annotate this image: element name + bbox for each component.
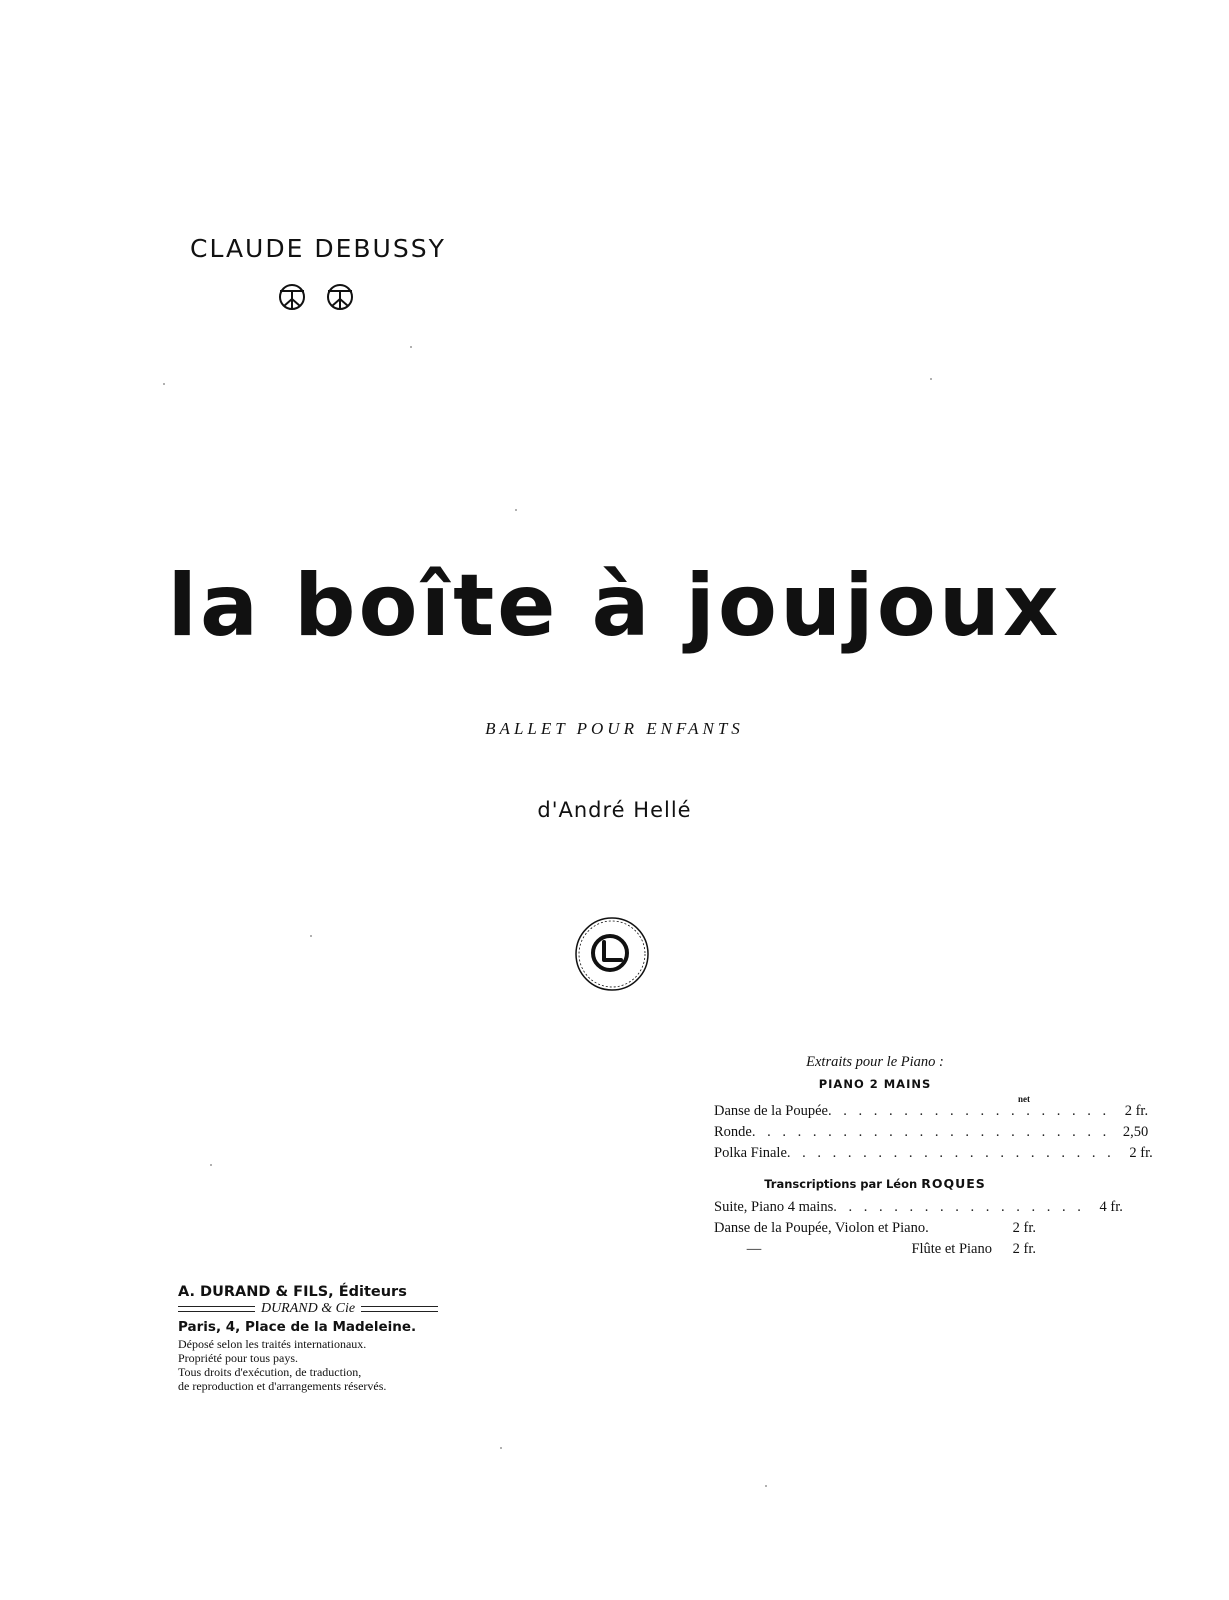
item-title: Suite, Piano 4 mains xyxy=(714,1199,834,1215)
paper-speck xyxy=(930,378,932,380)
publisher-name: A. DURAND & FILS, Éditeurs xyxy=(178,1284,407,1300)
extracts-section-title: PIANO 2 MAINS xyxy=(818,1077,932,1091)
rights-line: Propriété pour tous pays. xyxy=(178,1351,298,1365)
list-item xyxy=(714,1220,1036,1241)
list-item xyxy=(714,1124,1149,1145)
ornament-left-icon xyxy=(280,285,304,309)
paper-speck xyxy=(310,935,312,937)
list-item xyxy=(714,1145,1153,1166)
transcriptions-label: Transcriptions par Léon xyxy=(764,1177,918,1191)
dot-leader: . . . . . . . . . . . . . . . . . xyxy=(833,1199,1085,1215)
paper-speck xyxy=(765,1485,767,1487)
ornament-icons xyxy=(278,277,358,317)
dot-leader: . . . . . . . . . . . . . . . . . . . . . . xyxy=(786,1145,1115,1161)
list-item xyxy=(714,1199,1123,1220)
paper-speck xyxy=(163,383,165,385)
paper-speck xyxy=(500,1447,502,1449)
divider xyxy=(178,1306,255,1312)
author-credit: d'André Hellé xyxy=(537,798,692,822)
publisher-address: Paris, 4, Place de la Madeleine. xyxy=(178,1319,417,1335)
extracts-list xyxy=(714,1054,1153,1262)
list-item xyxy=(714,1103,1149,1124)
item-price: 2 fr. xyxy=(1012,1241,1036,1257)
extracts-heading: Extraits pour le Piano : xyxy=(806,1054,944,1070)
dot-leader: . . . . . . . . . . . . . . . . . . . . . . . . xyxy=(751,1124,1111,1140)
rights-line: Tous droits d'exécution, de traduction, xyxy=(178,1365,362,1379)
work-subtitle: BALLET POUR ENFANTS xyxy=(485,719,744,738)
rights-notice xyxy=(178,1337,438,1393)
net-price-note: net xyxy=(1018,1094,1030,1104)
divider xyxy=(361,1306,438,1312)
ornament-right-icon xyxy=(328,285,352,309)
paper-speck xyxy=(410,346,412,348)
transcriptions-heading xyxy=(714,1176,1036,1191)
dot-leader: . . . . . . . . . . . . . . . . . . . xyxy=(827,1103,1111,1119)
item-price: 2 fr. xyxy=(1124,1103,1149,1119)
item-price: 2 fr. xyxy=(1012,1220,1036,1236)
publisher-firm: DURAND & Cie xyxy=(260,1301,356,1316)
paper-speck xyxy=(515,509,517,511)
item-title: Ronde xyxy=(714,1124,752,1140)
rights-line: de reproduction et d'arrangements réservés. xyxy=(178,1379,387,1393)
composer-name: CLAUDE DEBUSSY xyxy=(190,234,446,263)
paper-speck xyxy=(210,1164,212,1166)
item-title: Polka Finale xyxy=(714,1145,787,1161)
publisher-block xyxy=(178,1284,438,1393)
publisher-firm-line xyxy=(178,1301,438,1317)
item-title: Danse de la Poupée xyxy=(714,1103,828,1119)
list-item xyxy=(714,1241,1036,1262)
item-title: Danse de la Poupée, Violon et Piano. xyxy=(714,1220,929,1236)
ditto-dash: — xyxy=(746,1241,762,1257)
rights-line: Déposé selon les traités internationaux. xyxy=(178,1337,367,1351)
work-title: la boîte à joujoux xyxy=(167,556,1062,656)
durand-logo-icon xyxy=(574,916,650,992)
item-price: 2,50 xyxy=(1122,1124,1149,1140)
item-price: 2 fr. xyxy=(1129,1145,1153,1161)
transcriber-name: ROQUES xyxy=(921,1176,986,1191)
item-price: 4 fr. xyxy=(1099,1199,1123,1215)
item-title: Flûte et Piano xyxy=(911,1241,992,1257)
